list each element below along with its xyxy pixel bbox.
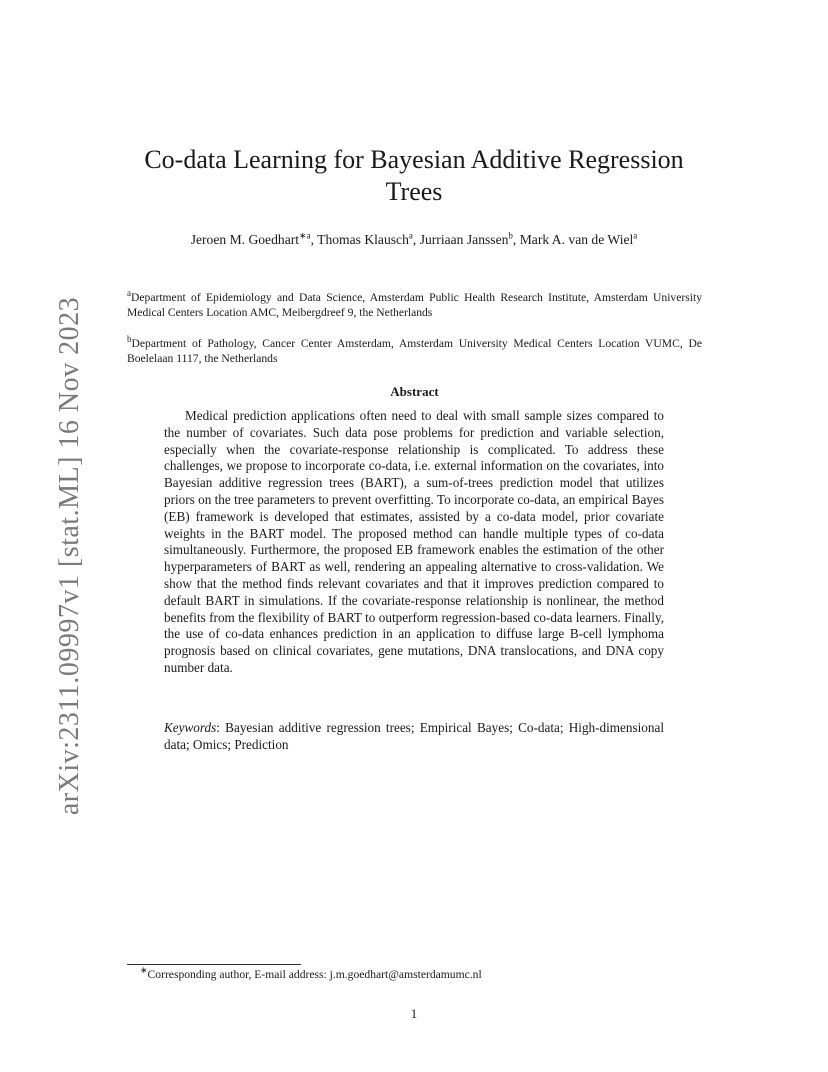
abstract-body: Medical prediction applications often need to deal with small sample sizes compared to the number of covariates. Such data pose problems for prediction and variable selection, especially when the covariate-response relationship is complicated. To address these challenges, we propose to incorporate co-data, i.e. external information on the covariates, into Bayesian additive regression trees (BART), a sum-of-trees prediction model that utilizes priors on the tree parameters to prevent overfitting. To incorporate co-data, an empirical Bayes (EB) framework is developed that estimates, assisted by a co-data model, prior covariate weights in the BART model. The proposed method can handle multiple types of co-data simultaneously. Furthermore, the proposed EB framework enables the estimation of the other hyperparameters of BART as well, rendering an appealing alternative to cross-validation. We show that the method finds relevant covariates and that it improves prediction compared to default BART in simulations. If the covariate-response relationship is nonlinear, the method benefits from the flexibility of BART to outperform regression-based co-data learners. Finally, the use of co-data enhances prediction in an application to diffuse large B-cell lymphoma prognosis based on clinical covariates, gene mutations, DNA translocations, and DNA copy number data. <box>164 408 664 675</box>
author-affiliation-mark: b <box>508 230 513 241</box>
author-name: Jeroen M. Goedhart <box>190 232 300 247</box>
author-affiliation-mark: ∗a <box>299 230 311 241</box>
page-number: 1 <box>410 1006 418 1021</box>
abstract-heading: Abstract <box>390 384 439 399</box>
author-affiliation-mark: a <box>633 230 638 241</box>
author-affiliation-mark: a <box>408 230 413 241</box>
affiliation-text: Department of Pathology, Cancer Center Amsterdam, Amsterdam University Medical Centers Location VUMC, De Boelelaan 1117, the Netherlands <box>127 337 702 365</box>
keywords-text: : Bayesian additive regression trees; Empirical Bayes; Co-data; High-dimensional data; Omics; Prediction <box>164 720 664 752</box>
arxiv-identifier-stamp: arXiv:2311.09997v1 [stat.ML] 16 Nov 2023 <box>54 296 85 816</box>
affiliation-b <box>127 336 702 366</box>
author-list: Jeroen M. Goedhart$^{∗a}$, Thomas Klausch$^a$, Jurriaan Janssen$^b$, Mark A. van de Wiel$^a$ <box>190 230 638 247</box>
affiliation-mark: b <box>127 334 132 345</box>
author-name: Jurriaan Janssen <box>419 232 509 247</box>
author-name: Mark A. van de Wiel <box>519 232 634 247</box>
affiliation-a <box>127 290 702 320</box>
affiliation-text: Department of Epidemiology and Data Science, Amsterdam Public Health Research Institute, Amsterdam University Medical Centers Location AMC, Meibergdreef 9, the Netherlands <box>127 291 702 319</box>
paper-title <box>125 144 703 208</box>
footnote <box>140 965 482 981</box>
affiliation-mark: a <box>127 288 131 299</box>
paper-title-line-1: Co-data Learning for Bayesian Additive Regression <box>144 145 684 174</box>
footnote-text: Corresponding author, E-mail address: j.m.goedhart@amsterdamumc.nl <box>147 968 482 981</box>
paper-title-line-2: Trees <box>385 177 443 206</box>
author-name: Thomas Klausch <box>317 232 409 247</box>
footnote-divider <box>127 964 301 965</box>
keywords-label: Keywords <box>164 720 217 735</box>
keywords <box>164 720 664 754</box>
footnote-mark: ∗ <box>140 965 148 976</box>
